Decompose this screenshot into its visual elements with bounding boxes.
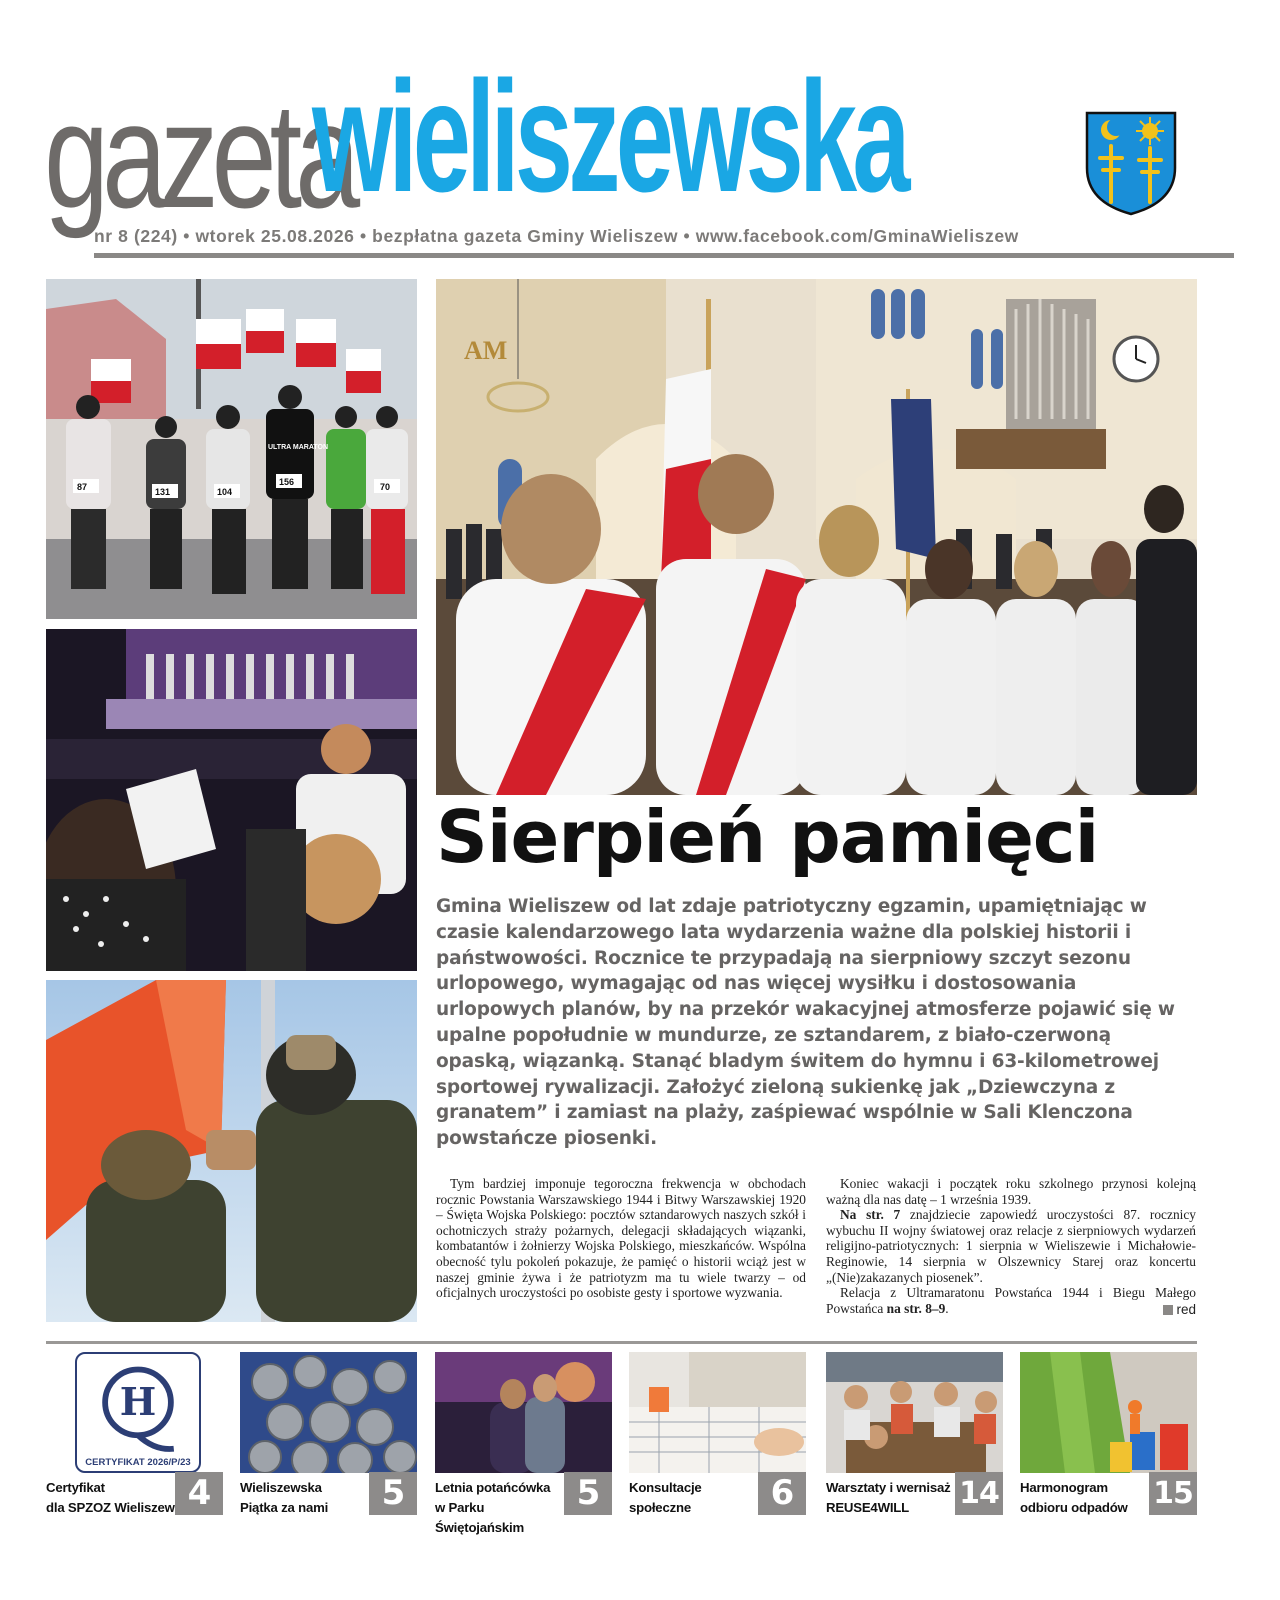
runner-shirt-text: ULTRA MARATON <box>268 444 329 451</box>
photo-concert-stage <box>46 629 417 971</box>
article-column-right <box>826 1176 1196 1316</box>
church-monogram: AM <box>464 336 508 365</box>
runner-bib-number: 70 <box>380 482 391 492</box>
masthead-title-wieliszewska: wieliszewska <box>312 49 906 225</box>
runner-bib-number: 104 <box>217 487 233 497</box>
teaser-title: Certyfikat dla SPZOZ Wieliszew <box>46 1480 175 1515</box>
teaser-summer-dance[interactable] <box>435 1352 612 1535</box>
teaser-thumbnail <box>435 1352 612 1473</box>
coat-of-arms-icon <box>1084 110 1178 216</box>
teaser-thumbnail <box>46 1352 223 1473</box>
teaser-thumbnail <box>826 1352 1003 1473</box>
teaser-page-number: 4 <box>175 1472 223 1515</box>
issue-info-line: nr 8 (224) • wtorek 25.08.2026 • bezpłatna gazeta Gminy Wieliszew • www.facebook.com/GminaWieliszew <box>94 226 1019 246</box>
square-bullet-icon <box>1163 1305 1173 1315</box>
svg-text:H: H <box>119 1379 157 1425</box>
teaser-title: Warsztaty i wernisaż REUSE4WILL <box>826 1480 951 1515</box>
masthead-divider <box>94 253 1234 258</box>
page-reference: na str. 8–9 <box>886 1300 946 1316</box>
teaser-wieliszewska-piatka[interactable] <box>240 1352 417 1524</box>
page-reference: Na str. 7 <box>840 1207 901 1223</box>
teaser-title: Wieliszewska Piątka za nami <box>240 1480 329 1515</box>
teaser-public-consultation[interactable] <box>629 1352 806 1524</box>
teasers-divider <box>46 1341 1197 1344</box>
masthead-title-gazeta: gazeta <box>44 71 354 239</box>
lead-paragraph: Gmina Wieliszew od lat zdaje patriotyczny egzamin, upamiętniając w czasie kalendarzowego lata wydarzenia ważne dla polskiej historii i państwowości. Rocznice te przypadają na sierpniowy szczyt sezonu urlopowego, wymagając od nas więcej wysiłku i dostosowania urlopowych planów, by na przekór wakacyjnej atmosferze pojawić się w upalne popołudnie w mundurze, ze sztandarem, z biało-czerwoną opaską, wiązanką. Stanąć bladym świtem do hymnu i 63-kilometrowej sportowej rywalizacji. Założyć zieloną sukienkę jak „Dziewczyna z granatem” i zamiast na plaży, zaśpiewać wspólnie w Sali Klenczona powstańcze piosenki. <box>436 896 1175 1150</box>
teaser-title: Konsultacje społeczne <box>629 1480 702 1515</box>
teaser-certificate[interactable] <box>46 1352 223 1524</box>
article-paragraph: Koniec wakacji i początek roku szkolnego przynosi kolejną ważną dla nas datę – 1 września 1939. <box>826 1176 1196 1207</box>
article-paragraph: Relacja z Ultramaratonu Powstańca 1944 i Biegu Małego Powstańca na str. 8–9. <box>826 1285 1196 1316</box>
main-headline: Sierpień pamięci <box>436 795 1099 879</box>
teaser-thumbnail <box>240 1352 417 1473</box>
teaser-page-number: 6 <box>758 1472 806 1515</box>
photo-flag-salute <box>46 980 417 1322</box>
masthead <box>44 49 1194 263</box>
teaser-page-number: 15 <box>1149 1472 1197 1515</box>
runner-bib-number: 156 <box>279 477 295 487</box>
teaser-thumbnail <box>629 1352 806 1473</box>
teaser-waste-collection-schedule[interactable] <box>1020 1352 1197 1524</box>
quality-certificate-logo <box>75 1352 201 1473</box>
photo-ultramarathon-runners <box>46 279 417 619</box>
article-column-left <box>436 1176 806 1301</box>
article-paragraph: Na str. 7 znajdziecie zapowiedź uroczystości 87. rocznicy wybuchu II wojny światowej oraz relacje z sierpniowych wydarzeń religijno-patriotycznych: 1 sierpnia w Wieliszewie i Michałowie-Reginowie, 14 sierpnia w Olszewnicy Starej oraz koncertu „(Nie)zakazanych piosenek”. <box>826 1207 1196 1285</box>
teaser-title: Harmonogram odbioru odpadów <box>1020 1480 1128 1515</box>
certificate-number: CERTYFIKAT 2026/P/23 <box>85 1457 191 1468</box>
teaser-title: Letnia potańcówka w Parku Świętojańskim <box>435 1480 551 1535</box>
teaser-page-number: 14 <box>955 1472 1003 1515</box>
teaser-thumbnail <box>1020 1352 1197 1473</box>
teaser-page-number: 5 <box>564 1472 612 1515</box>
photo-church-ceremony <box>436 279 1197 795</box>
teaser-page-number: 5 <box>369 1472 417 1515</box>
author-signature: red <box>1163 1302 1196 1318</box>
article-paragraph: Tym bardziej imponuje tegoroczna frekwencja w obchodach rocznic Powstania Warszawskiego 1944 i Bitwy Warszawskiej 1920 – Święta Wojska Polskiego: pocztów sztandarowych naszych szkół i ochotniczych straży pożarnych, delegacji składających wiązanki, kombatantów i żołnierzy Wojska Polskiego, mieszkańców. Wspólna obecność tylu pokoleń pokazuje, że pamięć o historii wciąż jest w naszej gminie żywa i że patriotyzm ma tu wiele twarzy – od oficjalnych uroczystości po osobiste gesty i sportowe wyzwania. <box>436 1176 806 1301</box>
teaser-workshops-reuse4will[interactable] <box>826 1352 1003 1524</box>
runner-bib-number: 131 <box>155 487 171 497</box>
runner-bib-number: 87 <box>77 482 88 492</box>
